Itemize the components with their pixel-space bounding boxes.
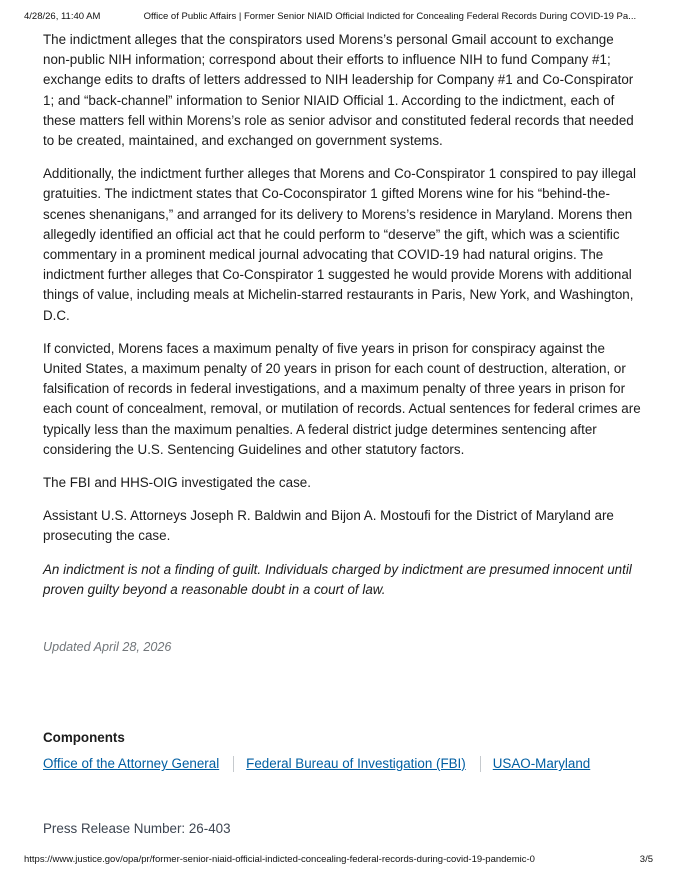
print-page-title: Office of Public Affairs | Former Senior NIAID Official Indicted for Concealing Federal Records During COVID-19 Pa... <box>143 11 637 22</box>
print-url: https://www.justice.gov/opa/pr/former-senior-niaid-official-indicted-concealing-federal-records-during-covid-19-pandemic-0 <box>24 854 535 865</box>
paragraph-prosecutors: Assistant U.S. Attorneys Joseph R. Baldwin and Bijon A. Mostoufi for the District of Maryland are prosecuting the case. <box>43 508 614 544</box>
print-page-number: 3/5 <box>639 854 653 865</box>
article-body <box>43 30 643 654</box>
components-section <box>43 730 603 774</box>
paragraph-investigators: The FBI and HHS-OIG investigated the case. <box>43 475 311 491</box>
components-links <box>43 754 603 774</box>
link-separator <box>233 756 234 772</box>
paragraph-gratuities: Additionally, the indictment further alleges that Morens and Co-Conspirator 1 conspired to pay illegal gratuities. The indictment states that Co-Coconspirator 1 gifted Morens wine for his “behind-the-scenes shenanigans,” and arranged for its delivery to Morens’s residence in Maryland. Morens then allegedly identified an official act that he could perform to “deserve” the gift, which was a scientific commentary in a prominent medical journal advocating that COVID-19 had natural origins. The indictment further alleges that Co-Conspirator 1 suggested he would provide Morens with additional things of value, including meals at Michelin-starred restaurants in Paris, New York, and Washington, D.C. <box>43 166 636 323</box>
paragraph-penalties: If convicted, Morens faces a maximum penalty of five years in prison for conspiracy against the United States, a maximum penalty of 20 years in prison for each count of destruction, alteration, or falsification of records in federal investigations, and a maximum penalty of three years in prison for each count of concealment, removal, or mutilation of records. Actual sentences for federal crimes are typically less than the maximum penalties. A federal district judge determines sentencing after considering the U.S. Sentencing Guidelines and other statutory factors. <box>43 340 641 457</box>
indictment-disclaimer: An indictment is not a finding of guilt. Individuals charged by indictment are presumed innocent until proven guilty beyond a reasonable doubt in a court of law. <box>43 561 632 597</box>
updated-date: Updated April 28, 2026 <box>43 640 172 654</box>
press-release-number: Press Release Number: 26-403 <box>43 821 231 836</box>
component-link-fbi[interactable]: Federal Bureau of Investigation (FBI) <box>246 756 466 771</box>
components-heading: Components <box>43 730 125 745</box>
link-separator <box>480 756 481 772</box>
print-datetime: 4/28/26, 11:40 AM <box>24 11 101 22</box>
component-link-usao-maryland[interactable]: USAO-Maryland <box>492 756 591 771</box>
print-footer <box>24 854 657 865</box>
component-link-attorney-general[interactable]: Office of the Attorney General <box>43 756 220 771</box>
print-header <box>24 11 657 27</box>
paragraph-recordkeeping: The indictment alleges that the conspirators used Morens’s personal Gmail account to exchange non-public NIH information; correspond about their efforts to influence NIH to fund Company #1; exchange edits to drafts of letters addressed to NIH leadership for Company #1 and Co-Conspirator 1; and “back-channel” information to Senior NIAID Official 1. According to the indictment, each of these matters fell within Morens’s role as senior advisor and constituted federal records that needed to be created, maintained, and exchanged on government systems. <box>43 32 634 149</box>
